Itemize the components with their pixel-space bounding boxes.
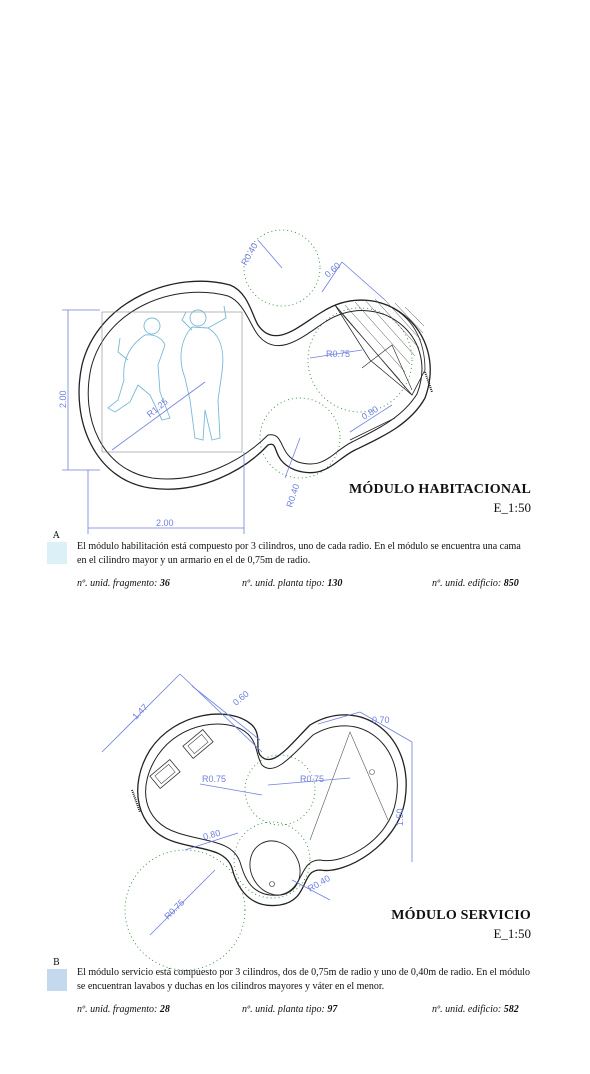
dim-label: 0.60 [322,260,343,280]
construction-circle [308,308,412,412]
dim-label: 0.70 [372,715,390,725]
dim-label: R0.75 [300,774,325,784]
module-b-dimensions [102,674,412,935]
module-a-label: A [53,531,60,541]
dim-label: 1.50 [395,808,405,826]
dim-label: 0.60 [230,688,251,708]
shower-outline [310,732,388,840]
dim-label: R0.75 [326,349,351,359]
dim-label: 0.80 [359,403,380,422]
sink-icon [183,730,213,759]
dim-label: 2.00 [58,390,68,408]
person-figure-icon [181,306,226,440]
stat-floor: nº. unid. planta tipo: 97 [242,1004,338,1015]
dim-label: R0.75 [162,897,187,922]
module-b-wall-inner [146,724,398,895]
dim-label: R0.40 [306,873,332,894]
module-b-wall-outer [138,714,406,905]
stat-floor: nº. unid. planta tipo: 130 [242,578,343,589]
dim-label: R0.40 [284,482,302,509]
module-b-label: B [53,958,60,968]
module-b-color-swatch [47,969,67,991]
stat-fragment: nº. unid. fragmento: 36 [77,578,170,589]
module-b-title-block [391,908,531,942]
module-a-window [425,372,432,392]
module-a-title-block [349,482,531,516]
module-b-description: El módulo servicio está compuesto por 3 cilindros, dos de 0,75m de radio y uno de 0,40m de radio. En el módulo se encuentran lavabos y duchas en los cilindros mayores y váter en el menor. [77,967,530,992]
module-a-title: MÓDULO HABITACIONAL [348,482,531,497]
dim-label: 2.00 [156,518,174,528]
sink-icon [150,760,180,789]
module-a-scale: E_1:50 [493,500,531,515]
module-a-door [350,418,395,440]
dim-label: R0.40 [239,241,260,267]
construction-circle [125,850,245,970]
module-a-color-swatch [47,542,67,564]
module-b-plan [102,674,412,970]
dim-label: 1.47 [130,701,150,722]
stat-building: nº. unid. edificio: 582 [432,1004,519,1015]
stat-fragment: nº. unid. fragmento: 28 [77,1004,170,1015]
module-b-scale: E_1:50 [493,926,531,941]
stat-building: nº. unid. edificio: 850 [432,578,519,589]
module-a-description: El módulo habilitación está compuesto por 3 cilindros, uno de cada radio. En el módulo se encuentra una cama en el cilindro mayor y un armario en el de 0,75m de radio. [77,541,521,566]
drain-icon [370,770,375,775]
module-b-title: MÓDULO SERVICIO [391,908,531,923]
dim-label: 0.80 [201,827,222,842]
dim-label: R1.25 [144,396,170,420]
dim-label: R0.75 [202,774,227,784]
